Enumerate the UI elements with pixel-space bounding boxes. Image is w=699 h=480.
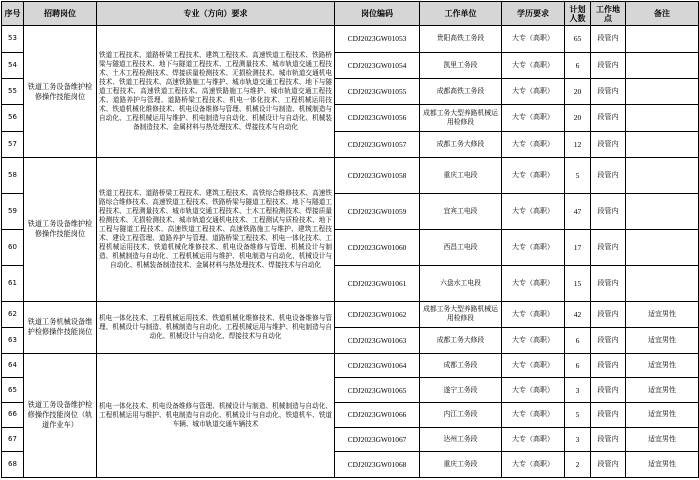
place-cell: 段管内 (591, 427, 626, 452)
edu-cell: 大专（高职） (502, 79, 565, 105)
note-cell (626, 26, 699, 53)
edu-cell: 大专（高职） (502, 158, 565, 194)
header-edu: 学历要求 (502, 2, 565, 26)
note-cell: 适宜男性 (626, 452, 699, 478)
place-cell: 段管内 (591, 403, 626, 428)
note-cell: 适宜男性 (626, 328, 699, 354)
note-cell (626, 52, 699, 79)
note-cell: 适宜男性 (626, 353, 699, 378)
row-no: 56 (2, 104, 24, 131)
header-major: 专业（方向）要求 (97, 2, 335, 26)
unit-cell: 遂宁工务段 (420, 378, 502, 403)
place-cell: 段管内 (591, 328, 626, 354)
position-cell: 铁道工务设备维护检修操作技能岗位（轨道作业车） (24, 353, 97, 477)
plan-cell: 5 (565, 158, 591, 194)
row-no: 68 (2, 452, 24, 478)
recruitment-table (1, 1, 699, 478)
edu-cell: 大专（高职） (502, 265, 565, 301)
table-row (2, 301, 699, 328)
plan-cell: 12 (565, 131, 591, 158)
table-row (2, 26, 699, 53)
edu-cell: 大专（高职） (502, 353, 565, 378)
unit-cell: 重庆工务段 (420, 452, 502, 478)
row-no: 58 (2, 158, 24, 194)
row-no: 55 (2, 79, 24, 105)
row-no: 66 (2, 403, 24, 428)
edu-cell: 大专（高职） (502, 131, 565, 158)
header-no: 序号 (2, 2, 24, 26)
unit-cell: 凯里工务段 (420, 52, 502, 79)
plan-cell: 5 (565, 403, 591, 428)
plan-cell: 42 (565, 301, 591, 328)
position-cell: 铁道工务机械设备维护检修操作技能岗位 (24, 301, 97, 353)
row-no: 53 (2, 26, 24, 53)
unit-cell: 贵阳高铁工务段 (420, 26, 502, 53)
place-cell: 段管内 (591, 452, 626, 478)
plan-cell: 20 (565, 79, 591, 105)
row-no: 65 (2, 378, 24, 403)
unit-cell: 宜宾工电段 (420, 194, 502, 230)
header-code: 岗位编码 (335, 2, 420, 26)
unit-cell: 内江工务段 (420, 403, 502, 428)
edu-cell: 大专（高职） (502, 26, 565, 53)
header-plan: 计划人数 (565, 2, 591, 26)
plan-cell: 6 (565, 353, 591, 378)
place-cell: 段管内 (591, 301, 626, 328)
row-no: 62 (2, 301, 24, 328)
edu-cell: 大专（高职） (502, 104, 565, 131)
place-cell: 段管内 (591, 229, 626, 265)
code-cell: CDJ2023GW01058 (335, 158, 420, 194)
place-cell: 段管内 (591, 26, 626, 53)
header-place: 工作地点 (591, 2, 626, 26)
note-cell (626, 194, 699, 230)
major-cell: 铁道工程技术、道路桥梁工程技术、建筑工程技术、高铁综合维修技术、高速铁路综合维修技术、高速铁道工程技术、铁路桥梁与隧道工程技术、地下与隧道工程技术、工程测量技术、城市轨道交通工程技术、土木工程检测技术、焊接质量检测技术、无损检测技术、城市轨道交通机电技术、工程测试与质检技术、地下工程与隧道工程技术、高速铁道工程技术、高速铁路施工与维护、建筑工程技术、建设工程管理、道路养护与管理、道路桥梁工程技术、机电一体化技术、工程机械运用技术、铁道机械化维修技术、机电设备维修与管理、机械设计与制造、机械制造与自动化、工程机械运用与维护、机电制造与自动化、机械设计与自动化、机械装备制造技术、金属材料与热处理技术、焊接技术与自动化 (97, 158, 335, 301)
code-cell: CDJ2023GW01066 (335, 403, 420, 428)
table-row (2, 158, 699, 194)
place-cell: 段管内 (591, 79, 626, 105)
plan-cell: 15 (565, 265, 591, 301)
position-cell: 铁道工务设备维护检修操作技能岗位 (24, 158, 97, 301)
major-cell: 机电一体化技术、工程机械运用技术、铁道机械化维修技术、机电设备维修与管理、机械设计与制造、机械制造与自动化、工程机械运用与维护、机电制造与自动化、机械设计与自动化、焊接技术与自动化 (97, 301, 335, 353)
unit-cell: 六盘水工电段 (420, 265, 502, 301)
edu-cell: 大专（高职） (502, 452, 565, 478)
note-cell (626, 104, 699, 131)
table-header-row (2, 2, 699, 26)
note-cell: 适宜男性 (626, 301, 699, 328)
row-no: 63 (2, 328, 24, 354)
row-no: 60 (2, 229, 24, 265)
code-cell: CDJ2023GW01068 (335, 452, 420, 478)
edu-cell: 大专（高职） (502, 52, 565, 79)
code-cell: CDJ2023GW01065 (335, 378, 420, 403)
plan-cell: 65 (565, 26, 591, 53)
edu-cell: 大专（高职） (502, 194, 565, 230)
code-cell: CDJ2023GW01067 (335, 427, 420, 452)
row-no: 54 (2, 52, 24, 79)
major-cell: 机电一体化技术、机电设备维修与管理、机械设计与制造、机械制造与自动化、工程机械运用与维护、机电制造与自动化、机械设计与自动化、铁道机车、铁道车辆、城市轨道交通车辆技术 (97, 353, 335, 477)
plan-cell: 6 (565, 52, 591, 79)
note-cell (626, 229, 699, 265)
plan-cell: 3 (565, 378, 591, 403)
place-cell: 段管内 (591, 131, 626, 158)
note-cell (626, 79, 699, 105)
edu-cell: 大专（高职） (502, 378, 565, 403)
unit-cell: 成都工务段 (420, 353, 502, 378)
code-cell: CDJ2023GW01053 (335, 26, 420, 53)
header-position: 招聘岗位 (24, 2, 97, 26)
edu-cell: 大专（高职） (502, 301, 565, 328)
unit-cell: 重庆工电段 (420, 158, 502, 194)
code-cell: CDJ2023GW01056 (335, 104, 420, 131)
code-cell: CDJ2023GW01062 (335, 301, 420, 328)
code-cell: CDJ2023GW01064 (335, 353, 420, 378)
note-cell (626, 131, 699, 158)
code-cell: CDJ2023GW01054 (335, 52, 420, 79)
place-cell: 段管内 (591, 158, 626, 194)
note-cell: 适宜男性 (626, 378, 699, 403)
row-no: 64 (2, 353, 24, 378)
plan-cell: 47 (565, 194, 591, 230)
edu-cell: 大专（高职） (502, 427, 565, 452)
place-cell: 段管内 (591, 194, 626, 230)
code-cell: CDJ2023GW01063 (335, 328, 420, 354)
place-cell: 段管内 (591, 52, 626, 79)
code-cell: CDJ2023GW01057 (335, 131, 420, 158)
plan-cell: 2 (565, 452, 591, 478)
header-note: 备注 (626, 2, 699, 26)
table-row (2, 353, 699, 378)
unit-cell: 成都工务大型养路机械运用检修段 (420, 301, 502, 328)
row-no: 67 (2, 427, 24, 452)
unit-cell: 成都工务大修段 (420, 328, 502, 354)
row-no: 61 (2, 265, 24, 301)
place-cell: 段管内 (591, 104, 626, 131)
plan-cell: 17 (565, 229, 591, 265)
row-no: 57 (2, 131, 24, 158)
unit-cell: 西昌工电段 (420, 229, 502, 265)
header-unit: 工作单位 (420, 2, 502, 26)
plan-cell: 6 (565, 328, 591, 354)
note-cell (626, 158, 699, 194)
note-cell: 适宜男性 (626, 427, 699, 452)
plan-cell: 3 (565, 427, 591, 452)
code-cell: CDJ2023GW01060 (335, 229, 420, 265)
place-cell: 段管内 (591, 353, 626, 378)
position-cell: 铁道工务设备维护检修操作技能岗位 (24, 26, 97, 158)
plan-cell: 20 (565, 104, 591, 131)
code-cell: CDJ2023GW01059 (335, 194, 420, 230)
unit-cell: 成都高铁工务段 (420, 79, 502, 105)
edu-cell: 大专（高职） (502, 229, 565, 265)
place-cell: 段管内 (591, 378, 626, 403)
unit-cell: 成都工务大型养路机械运用检修段 (420, 104, 502, 131)
unit-cell: 成都工务大修段 (420, 131, 502, 158)
note-cell: 适宜男性 (626, 403, 699, 428)
note-cell (626, 265, 699, 301)
edu-cell: 大专（高职） (502, 403, 565, 428)
unit-cell: 达州工务段 (420, 427, 502, 452)
major-cell: 铁道工程技术、道路桥梁工程技术、建筑工程技术、高速铁道工程技术、铁路桥梁与隧道工程技术、地下与隧道工程技术、工程测量技术、城市轨道交通工程技术、土木工程检测技术、焊接质量检测技术、无损检测技术、城市轨道交通机电技术、铁道工程技术、高速铁路施工与维护、城市轨道交通工程技术、地下与隧道工程技术、高速铁道工程技术、高速铁路施工与维护、城市轨道交通工程技术、道路养护与管理、道路桥梁工程技术、机电一体化技术、工程机械运用技术、铁道机械化维修技术、机电设备维修与管理、机械设计与制造、机械制造与自动化、工程机械运用与维护、机电制造与自动化、机械设计与自动化、机械装备制造技术、金属材料与热处理技术、焊接技术与自动化 (97, 26, 335, 158)
code-cell: CDJ2023GW01055 (335, 79, 420, 105)
edu-cell: 大专（高职） (502, 328, 565, 354)
row-no: 59 (2, 194, 24, 230)
place-cell: 段管内 (591, 265, 626, 301)
code-cell: CDJ2023GW01061 (335, 265, 420, 301)
